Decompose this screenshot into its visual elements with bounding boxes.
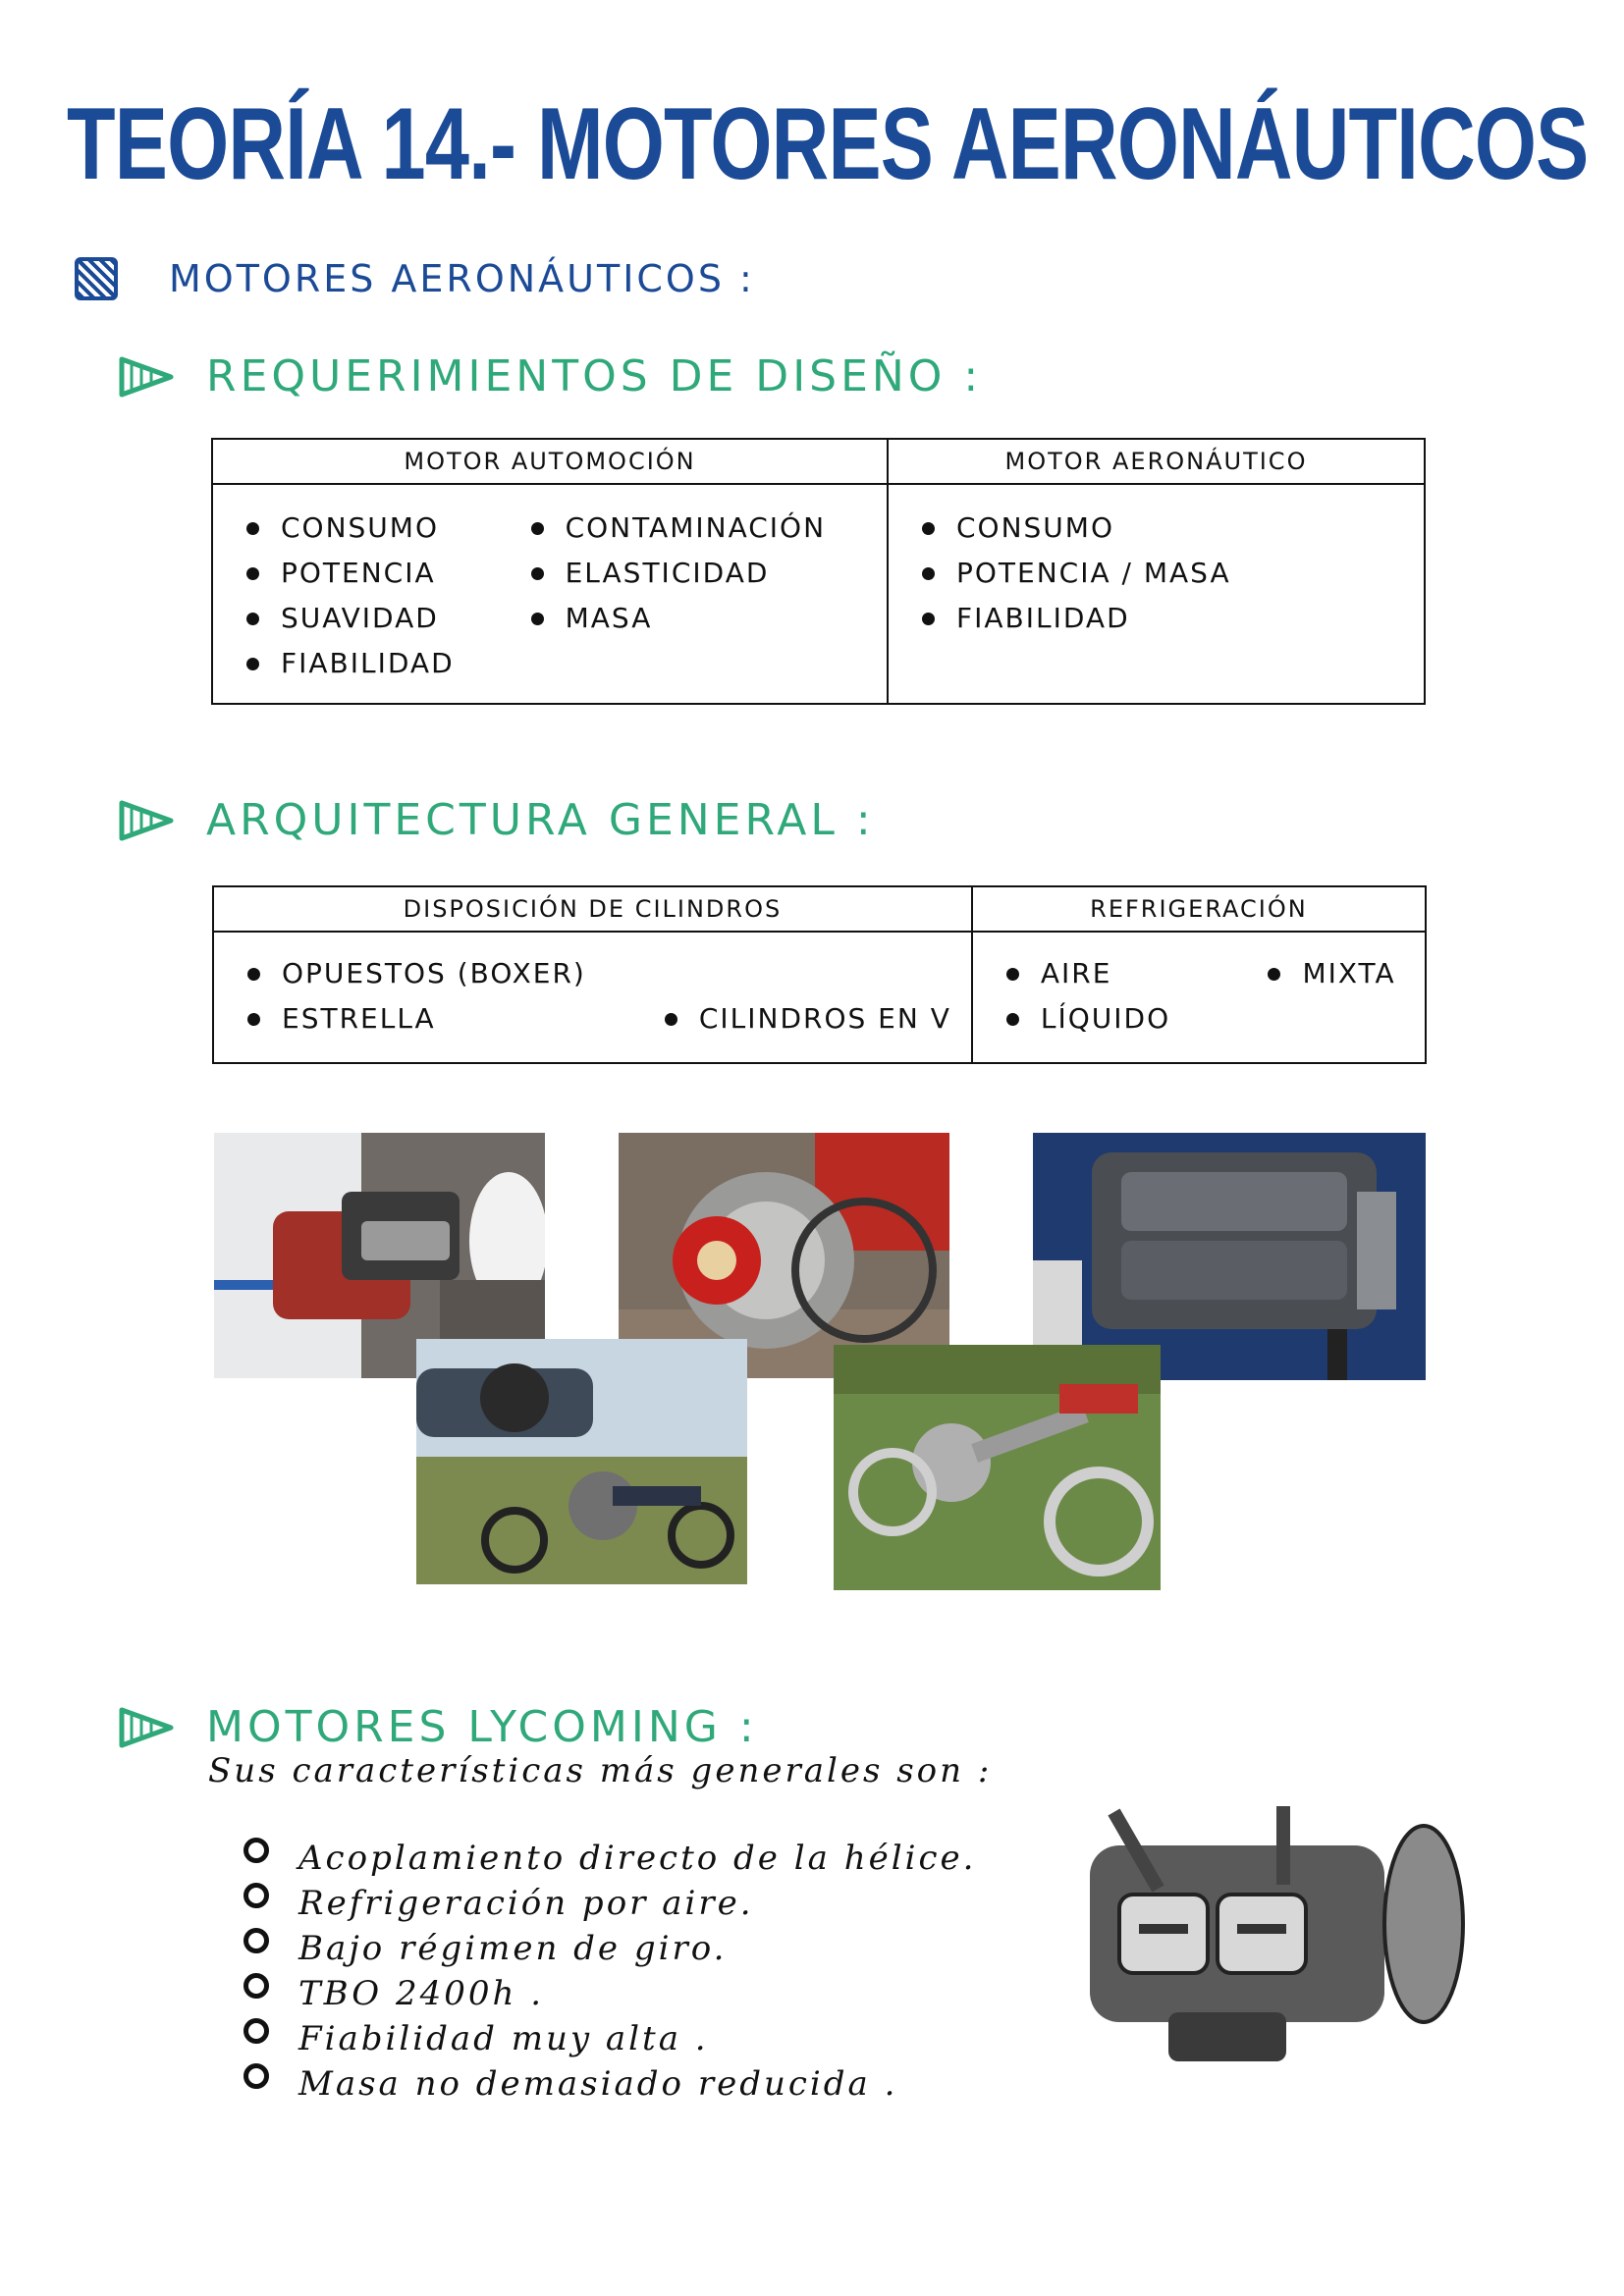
column-header-cilindros: DISPOSICIÓN DE CILINDROS	[213, 886, 972, 932]
list-item: CILINDROS EN V	[665, 999, 951, 1039]
hatched-triangle-icon	[118, 355, 175, 399]
section-heading-text: ARQUITECTURA GENERAL :	[206, 795, 875, 845]
list-item: OPUESTOS (BOXER)	[247, 954, 586, 993]
lycoming-intro: Sus características más generales son :	[208, 1751, 993, 1790]
lycoming-engine-photo	[1031, 1787, 1492, 2081]
list-item: CONSUMO	[246, 508, 496, 548]
radial-motorcycle-photo-1	[416, 1339, 747, 1584]
main-heading	[75, 257, 755, 300]
hatched-triangle-icon	[118, 1706, 175, 1749]
list-item: ELASTICIDAD	[531, 554, 867, 593]
list-item: SUAVIDAD	[246, 599, 496, 638]
refrigeracion-cell	[972, 932, 1426, 1063]
automocion-cell	[212, 484, 888, 704]
column-header-automocion: MOTOR AUTOMOCIÓN	[212, 439, 888, 484]
ring-bullet-icon	[244, 1883, 269, 1908]
main-heading-text: MOTORES AERONÁUTICOS :	[169, 257, 755, 300]
section-architecture-heading	[118, 795, 875, 845]
hatched-triangle-icon	[118, 799, 175, 842]
list-item: MASA	[531, 599, 867, 638]
list-item: FIABILIDAD	[922, 599, 1404, 638]
list-item	[244, 1971, 976, 2016]
section-design-requirements-heading	[118, 351, 982, 401]
list-item	[244, 2016, 976, 2061]
list-item-text: Refrigeración por aire.	[298, 1884, 754, 1923]
list-item	[244, 1881, 976, 1926]
aeronautico-cell	[888, 484, 1425, 704]
list-item: LÍQUIDO	[1006, 999, 1180, 1039]
list-item-text: Acoplamiento directo de la hélice.	[298, 1839, 977, 1878]
column-header-refrigeracion: REFRIGERACIÓN	[972, 886, 1426, 932]
list-item: ESTRELLA	[247, 999, 586, 1039]
ring-bullet-icon	[244, 2018, 269, 2044]
list-item-text: Masa no demasiado reducida .	[298, 2064, 898, 2104]
section-lycoming-heading	[118, 1702, 758, 1752]
v-engine-photo	[1033, 1133, 1426, 1380]
cilindros-cell	[213, 932, 972, 1063]
list-item: CONSUMO	[922, 508, 1404, 548]
section-heading-text: REQUERIMIENTOS DE DISEÑO :	[206, 351, 983, 401]
list-item	[244, 2061, 976, 2107]
list-item: FIABILIDAD	[246, 644, 496, 683]
lycoming-characteristics-list	[244, 1836, 976, 2107]
architecture-table	[212, 885, 1427, 1064]
list-item	[244, 1836, 976, 1881]
ring-bullet-icon	[244, 1973, 269, 1999]
radial-motorcycle-photo-2	[834, 1345, 1161, 1590]
section-heading-text: MOTORES LYCOMING :	[206, 1702, 758, 1752]
list-item	[244, 1926, 976, 1971]
ring-bullet-icon	[244, 2063, 269, 2089]
list-item: MIXTA	[1268, 954, 1405, 993]
hatched-square-icon	[75, 257, 118, 300]
list-item-text: Fiabilidad muy alta .	[298, 2019, 709, 2058]
list-item: POTENCIA / MASA	[922, 554, 1404, 593]
list-item: AIRE	[1006, 954, 1180, 993]
list-item: POTENCIA	[246, 554, 496, 593]
ring-bullet-icon	[244, 1838, 269, 1863]
list-item-text: TBO 2400h .	[298, 1974, 545, 2013]
list-item-text: Bajo régimen de giro.	[298, 1929, 728, 1968]
page-title: TEORÍA 14.- MOTORES AERONÁUTICOS	[67, 87, 1589, 201]
list-item: CONTAMINACIÓN	[531, 508, 867, 548]
column-header-aeronautico: MOTOR AERONÁUTICO	[888, 439, 1425, 484]
design-requirements-table	[211, 438, 1426, 705]
ring-bullet-icon	[244, 1928, 269, 1953]
